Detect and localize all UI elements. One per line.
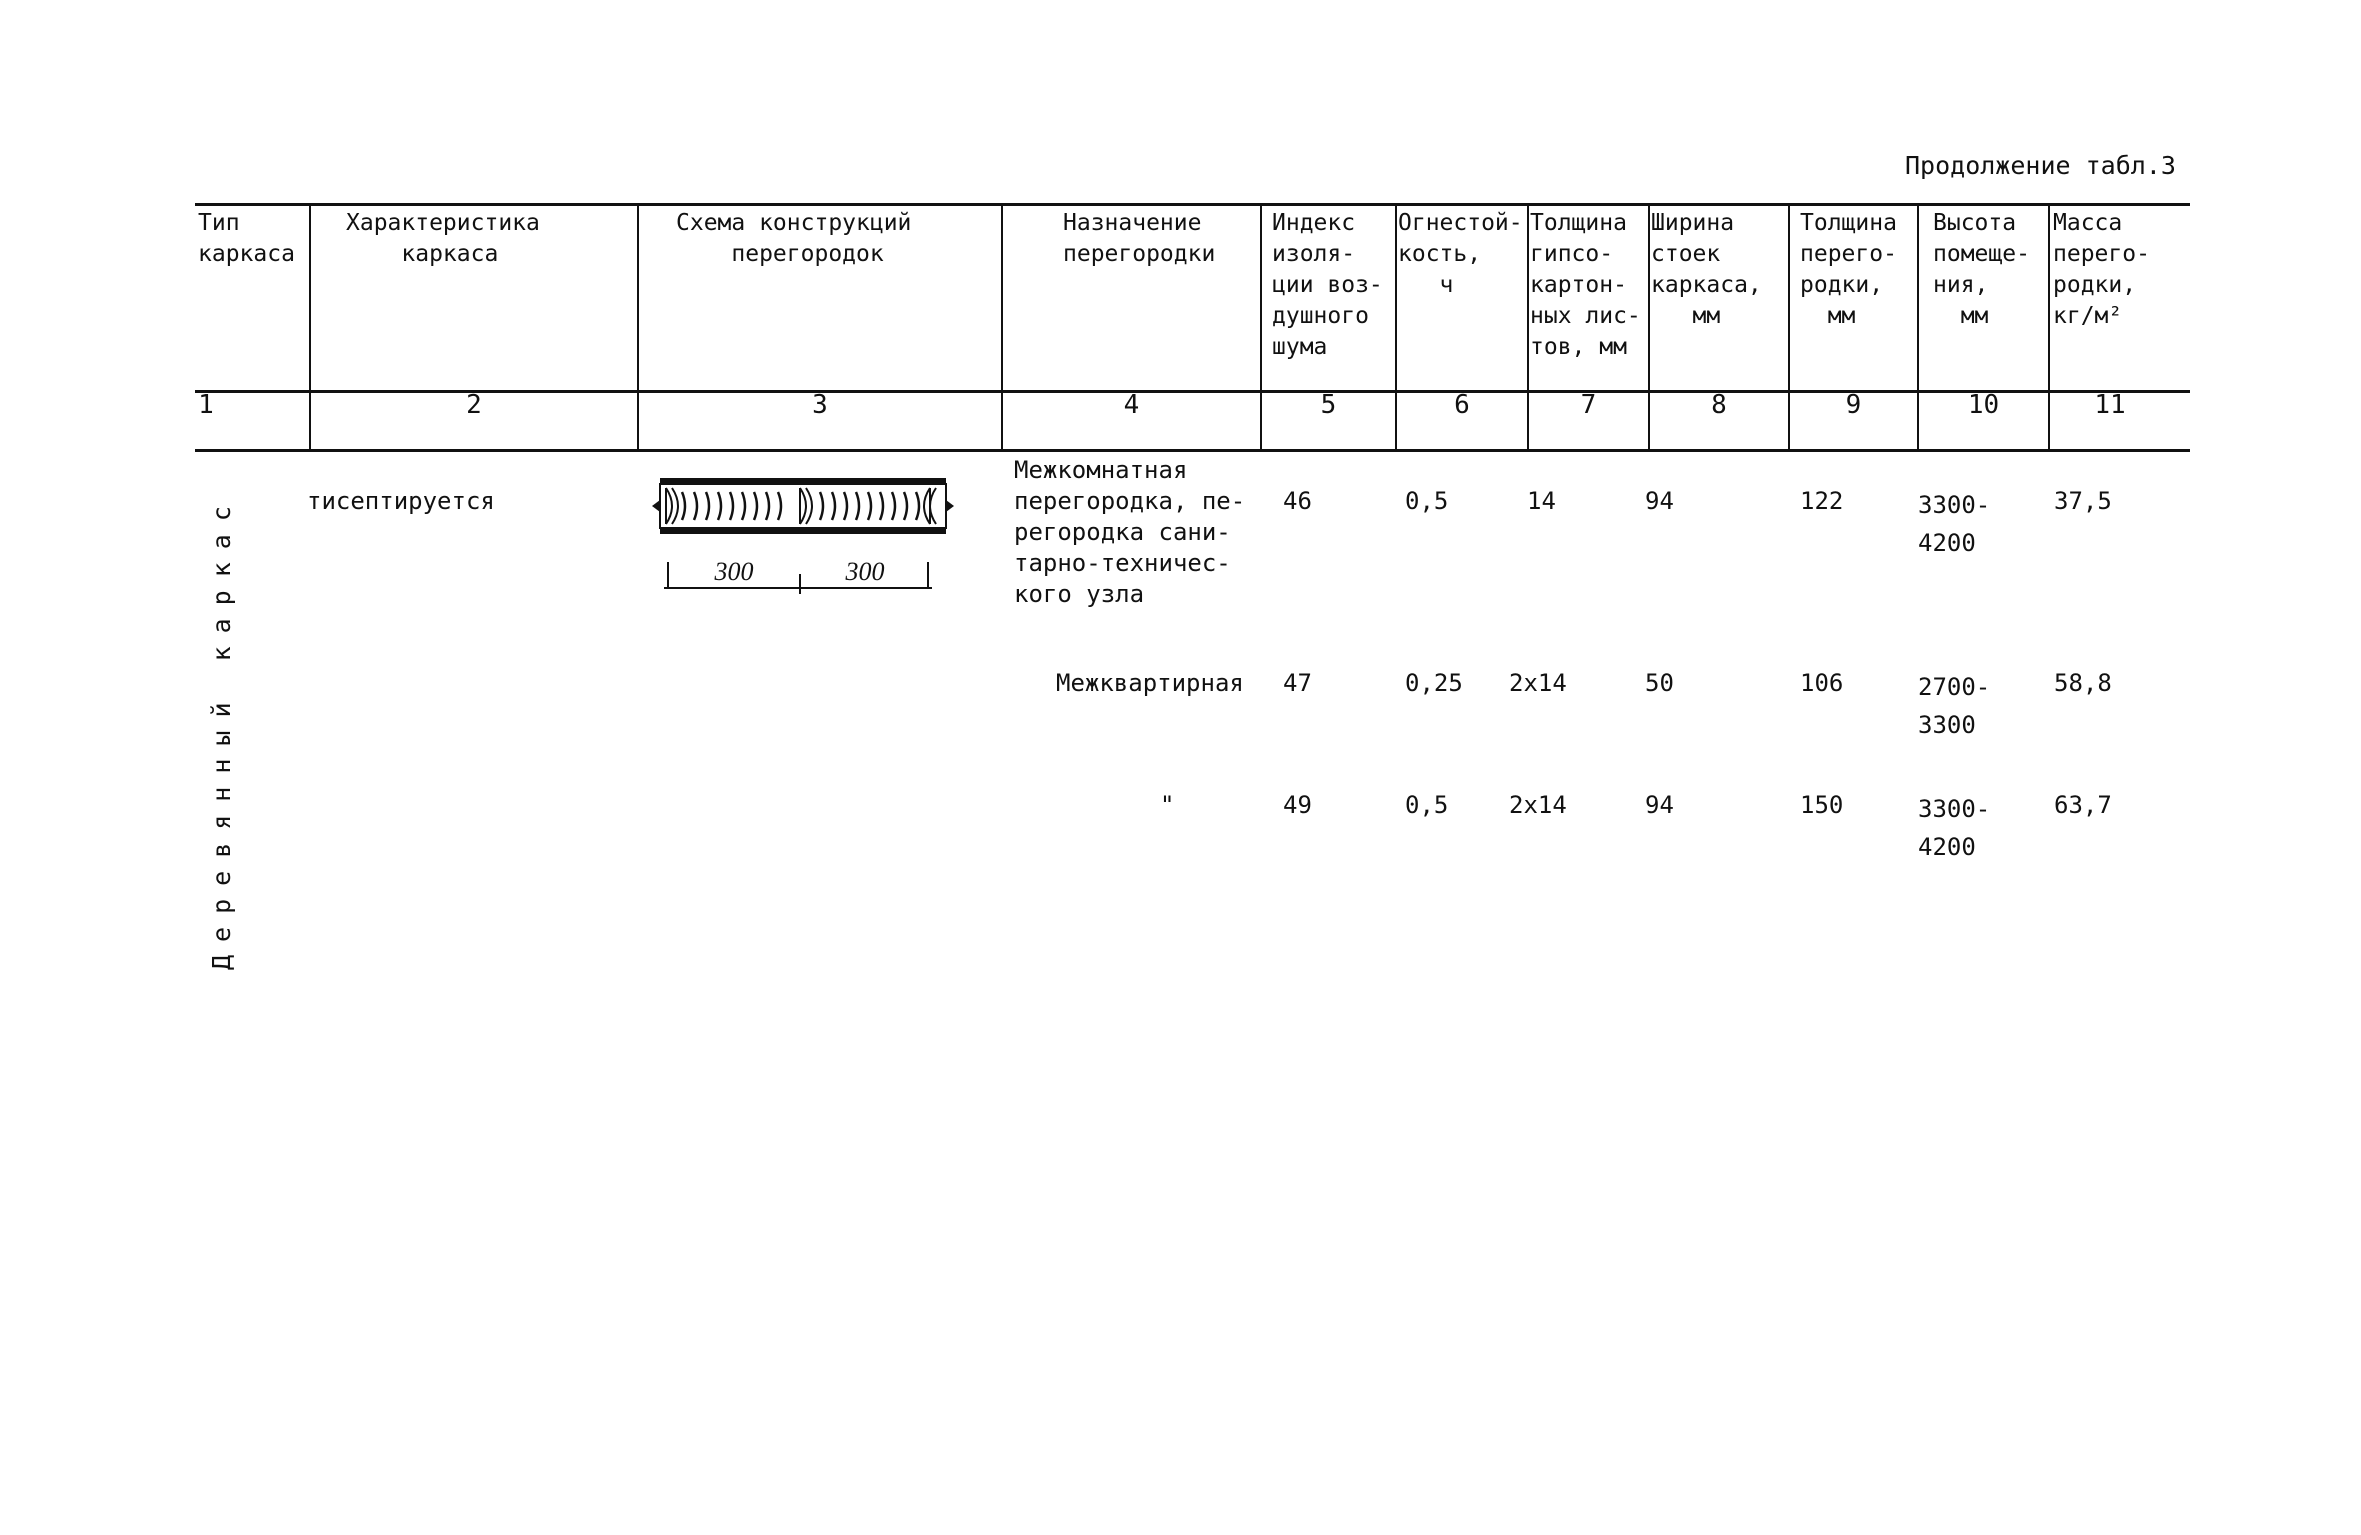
row2-height: 2700- 3300 xyxy=(1918,673,1991,739)
header-purpose: Назначение перегородки xyxy=(1063,210,1216,267)
col-number: 8 xyxy=(1711,390,1727,420)
col-number: 3 xyxy=(812,390,828,420)
row3-height: 3300- 4200 xyxy=(1918,795,1991,861)
header-bottom-rule xyxy=(195,449,2190,452)
col-number: 11 xyxy=(2094,390,2126,420)
row3-mass: 63,7 xyxy=(2054,791,2112,819)
row1-gypsum: 14 xyxy=(1527,487,1556,515)
row3-fire: 0,5 xyxy=(1405,791,1449,819)
continuation-label: Продолжение табл.3 xyxy=(1905,151,2176,180)
header-partition-thickness: Толщина перего- родки, мм xyxy=(1800,210,1897,329)
row1-fire: 0,5 xyxy=(1405,487,1449,515)
header-partition-mass: Масса перего- родки, кг/м² xyxy=(2053,210,2150,329)
scheme-dim-left: 300 xyxy=(714,557,754,586)
col-number: 5 xyxy=(1320,390,1337,420)
row1-purpose: Межкомнатная перегородка, пе- регородка сани- тарно-техничес- кого узла xyxy=(1014,456,1246,608)
col-number: 1 xyxy=(198,390,214,420)
table-top-rule xyxy=(195,203,2190,206)
row3-purpose-ditto: " xyxy=(1160,791,1175,819)
row1-studs: 94 xyxy=(1645,487,1674,515)
col-number: 4 xyxy=(1123,390,1140,420)
row3-index: 49 xyxy=(1283,791,1312,819)
header-scheme: Схема конструкций перегородок xyxy=(676,210,912,267)
frame-type-vertical-label: Деревянный каркас xyxy=(207,493,236,970)
row1-index: 46 xyxy=(1283,487,1312,515)
row2-thickness: 106 xyxy=(1800,669,1844,697)
row1-thickness: 122 xyxy=(1800,487,1844,515)
col-number: 2 xyxy=(466,390,482,420)
col-number: 6 xyxy=(1454,390,1470,420)
header-sound-index: Индекс изоля- ции воз- душного шума xyxy=(1272,210,1383,360)
col-number: 7 xyxy=(1580,390,1597,420)
row2-mass: 58,8 xyxy=(2054,669,2112,697)
row3-studs: 94 xyxy=(1645,791,1674,819)
header-fire-resistance: Огнестой- кость, ч xyxy=(1398,210,1523,298)
frame-characteristic: тисептируется xyxy=(307,487,495,515)
col-number: 10 xyxy=(1967,390,2000,420)
row2-studs: 50 xyxy=(1645,669,1674,697)
header-room-height: Высота помеще- ния, мм xyxy=(1933,210,2030,329)
header-gypsum-thickness: Толщина гипсо- картон- ных лис- тов, мм xyxy=(1530,210,1641,360)
row2-purpose: Межквартирная xyxy=(1056,669,1244,697)
col-number: 9 xyxy=(1845,390,1862,420)
scheme-dim-right: 300 xyxy=(845,557,885,586)
header-frame-type: Тип каркаса xyxy=(198,210,295,267)
header-stud-width: Ширина стоек каркаса, мм xyxy=(1651,210,1762,329)
row2-index: 47 xyxy=(1283,669,1312,697)
row1-height: 3300- 4200 xyxy=(1918,491,1991,557)
row3-thickness: 150 xyxy=(1800,791,1844,819)
row3-gypsum: 2x14 xyxy=(1509,791,1567,819)
header-frame-characteristic: Характеристика каркаса xyxy=(346,210,540,267)
row1-mass: 37,5 xyxy=(2054,487,2112,515)
row2-fire: 0,25 xyxy=(1405,669,1463,697)
partition-scheme-drawing xyxy=(650,470,965,600)
row2-gypsum: 2x14 xyxy=(1509,669,1567,697)
